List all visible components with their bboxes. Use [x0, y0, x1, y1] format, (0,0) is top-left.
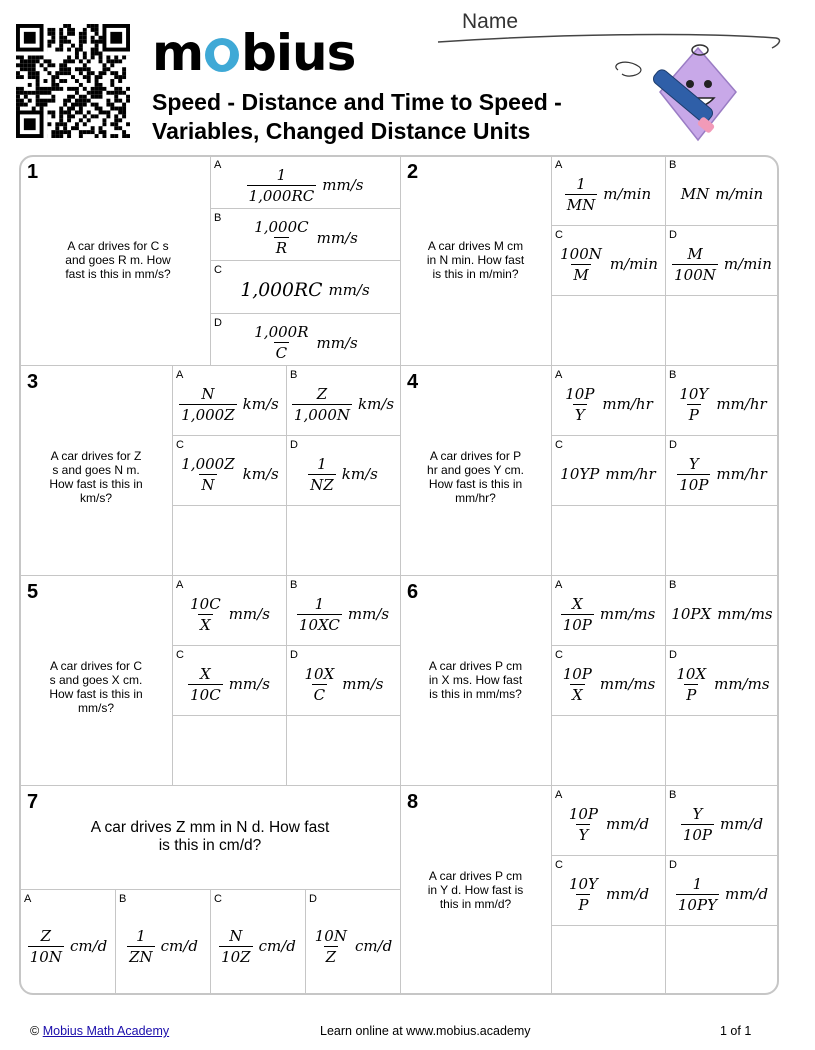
denominator: 100N [674, 265, 716, 284]
answer-unit: mm/d [606, 815, 650, 833]
answer-fraction [179, 455, 236, 494]
option-letter: B [669, 789, 677, 801]
answer-fraction [188, 595, 223, 634]
answer-option-a[interactable] [553, 165, 663, 223]
numerator: 1,000R [254, 323, 309, 342]
answer-option-d[interactable] [667, 655, 777, 713]
answer-option-b[interactable] [288, 375, 398, 433]
option-letter: A [555, 369, 563, 381]
grid-line [286, 365, 287, 575]
answer-fraction [252, 323, 310, 362]
answer-expression: MN [680, 185, 710, 203]
option-letter: A [24, 893, 32, 905]
answer-option-c[interactable] [553, 655, 663, 713]
grid-line [115, 889, 116, 995]
grid-line [551, 155, 552, 365]
grid-line [551, 925, 779, 926]
numerator: 10P [565, 384, 595, 403]
question-number: 2 [407, 161, 419, 183]
answer-option-d[interactable] [667, 445, 777, 503]
denominator: R [275, 239, 288, 258]
answer-unit: m/min [603, 185, 652, 203]
answer-unit: km/s [242, 395, 279, 413]
question-text: A car drives P cm in X ms. How fast is this in mm/ms? [428, 659, 523, 701]
title-line-2: Variables, Changed Distance Units [152, 118, 531, 144]
grid-line [665, 155, 666, 365]
option-letter: A [555, 579, 563, 591]
option-letter: A [555, 789, 563, 801]
answer-expression: 10YP [560, 465, 600, 483]
question-number: 7 [27, 791, 39, 813]
option-letter: B [214, 211, 222, 224]
grid-line [305, 889, 306, 995]
grid-line [551, 645, 779, 646]
option-letter: C [555, 439, 563, 451]
numerator: 1 [576, 174, 586, 193]
denominator: 10XC [298, 615, 340, 634]
option-letter: C [214, 264, 222, 276]
grid-line [172, 645, 400, 646]
answer-unit: mm/hr [716, 395, 767, 413]
denominator: 10P [679, 475, 709, 494]
grid-line [551, 435, 779, 436]
answer-fraction [308, 455, 336, 494]
answer-fraction [561, 595, 594, 634]
answer-unit: m/min [723, 255, 772, 273]
answer-unit: mm/s [316, 228, 358, 247]
answer-fraction [677, 385, 710, 424]
answer-unit: mm/ms [714, 675, 770, 693]
grid-line [551, 575, 552, 785]
answer-fraction [303, 665, 337, 704]
question-number: 1 [27, 161, 39, 183]
question-text: A car drives for P hr and goes Y cm. How fast is this in mm/hr? [427, 449, 524, 505]
grid-line [210, 208, 400, 209]
question-text: A car drives Z mm in N d. How fast is this in cm/d? [90, 819, 330, 854]
grid-line [172, 575, 173, 785]
grid-line [172, 715, 400, 716]
answer-unit: mm/s [316, 333, 358, 352]
answer-option-b[interactable] [117, 899, 208, 993]
answer-fraction [252, 218, 310, 257]
option-letter: A [176, 369, 184, 381]
answer-unit: mm/d [605, 885, 650, 903]
grid-line [210, 260, 400, 261]
numerator: 1,000Z [181, 454, 235, 473]
answer-unit: km/s [242, 465, 279, 483]
option-letter: D [290, 649, 298, 661]
answer-option-d[interactable] [667, 865, 777, 923]
denominator: X [571, 685, 583, 704]
denominator: C [313, 685, 326, 704]
denominator: 1,000RC [248, 186, 315, 205]
answer-option-b[interactable] [667, 165, 777, 223]
denominator: Y [578, 825, 589, 844]
denominator: 10Z [221, 947, 251, 966]
answer-option-c[interactable] [553, 235, 663, 293]
answer-option-c[interactable] [212, 270, 398, 311]
answer-option-d[interactable] [307, 899, 398, 993]
denominator: Z [325, 947, 337, 966]
numerator: 10P [568, 804, 599, 823]
numerator: Z [316, 384, 328, 403]
option-letter: A [214, 159, 222, 171]
answer-fraction [561, 665, 594, 704]
answer-option-d[interactable] [667, 235, 777, 293]
denominator: 10P [682, 825, 713, 844]
question-number: 3 [27, 371, 39, 393]
option-letter: B [119, 893, 127, 905]
denominator: ZN [129, 947, 153, 966]
denominator: M [573, 265, 589, 284]
answer-unit: mm/s [347, 605, 390, 623]
answer-unit: km/s [341, 465, 378, 483]
answer-fraction [28, 927, 64, 966]
answer-option-a[interactable] [174, 585, 284, 643]
answer-fraction [297, 595, 342, 634]
option-letter: C [555, 229, 563, 241]
answer-unit: m/min [715, 185, 764, 203]
denominator: X [200, 615, 211, 634]
numerator: X [571, 594, 583, 613]
answer-option-d[interactable] [288, 655, 398, 713]
question-text: A car drives for C s and goes X cm. How fast is this in mm/s? [49, 659, 143, 715]
answer-option-b[interactable] [667, 795, 777, 853]
answer-expression: 1,000RC [240, 279, 323, 301]
numerator: 1 [314, 594, 325, 613]
question-text: A car drives for Z s and goes N m. How fast is this in km/s? [49, 449, 143, 505]
answer-unit: mm/ms [599, 605, 656, 623]
denominator: P [686, 685, 697, 704]
denominator: 10PY [677, 895, 717, 914]
grid-line [551, 295, 779, 296]
answer-unit: mm/hr [716, 465, 767, 483]
title-line-1: Speed - Distance and Time to Speed - [152, 89, 562, 115]
answer-option-a[interactable] [553, 375, 663, 433]
answer-fraction [292, 385, 352, 424]
denominator: 10C [190, 685, 221, 704]
answer-option-d[interactable] [212, 323, 398, 364]
denominator: C [275, 344, 288, 363]
option-letter: A [555, 159, 563, 171]
answer-unit: cm/d [160, 937, 198, 955]
grid-line [210, 889, 211, 995]
answer-unit: mm/s [328, 281, 370, 300]
option-letter: D [309, 893, 317, 905]
numerator: 10C [190, 594, 221, 613]
answer-unit: m/min [609, 255, 658, 273]
answer-fraction [567, 805, 600, 844]
option-letter: B [290, 369, 298, 381]
question-number: 4 [407, 371, 419, 393]
numerator: N [229, 926, 243, 945]
answer-option-c[interactable] [553, 865, 663, 923]
numerator: X [200, 664, 211, 683]
answer-fraction [563, 385, 596, 424]
denominator: 1,000N [293, 405, 350, 424]
numerator: 1,000C [254, 218, 309, 237]
grid-line [665, 365, 666, 575]
numerator: 1 [276, 165, 287, 184]
answer-fraction [179, 385, 236, 424]
logo-text-right: bius [241, 24, 356, 82]
answer-unit: mm/s [342, 675, 384, 693]
option-letter: D [214, 316, 222, 329]
answer-fraction [219, 927, 253, 966]
answer-fraction [565, 175, 597, 214]
answer-expression: 10PX [671, 605, 712, 623]
grid-line [665, 785, 666, 995]
option-letter: B [669, 159, 677, 171]
numerator: M [687, 244, 703, 263]
answer-fraction [672, 245, 718, 284]
numerator: 10X [676, 664, 707, 683]
answer-option-c[interactable] [174, 655, 284, 713]
denominator: 10N [29, 947, 62, 966]
answer-unit: mm/ms [599, 675, 656, 693]
numerator: Y [688, 454, 699, 473]
option-letter: D [669, 649, 677, 661]
grid-line [286, 575, 287, 785]
option-letter: D [669, 439, 677, 451]
denominator: NZ [310, 475, 334, 494]
answer-option-a[interactable] [212, 165, 398, 206]
answer-option-c[interactable] [174, 445, 284, 503]
answer-option-b[interactable] [212, 218, 398, 259]
option-letter: A [176, 579, 184, 591]
numerator: 10Y [568, 874, 598, 893]
option-letter: B [290, 579, 298, 591]
option-letter: B [669, 579, 677, 591]
answer-fraction [567, 875, 600, 914]
denominator: P [688, 405, 699, 424]
option-letter: C [214, 893, 222, 905]
option-letter: C [555, 859, 563, 871]
numerator: Z [40, 926, 52, 945]
denominator: P [578, 895, 589, 914]
answer-unit: mm/ms [717, 605, 773, 623]
grid-line [210, 313, 400, 314]
question-text: A car drives M cm in N min. How fast is this in m/min? [426, 239, 525, 281]
answer-fraction [677, 455, 710, 494]
option-letter: D [290, 439, 298, 451]
answer-fraction [313, 927, 349, 966]
grid-line [172, 435, 400, 436]
option-letter: D [669, 859, 677, 871]
numerator: 10Y [679, 384, 709, 403]
answer-fraction [247, 166, 317, 205]
answer-option-a[interactable] [174, 375, 284, 433]
denominator: Y [574, 405, 585, 424]
answer-fraction [188, 665, 223, 704]
answer-fraction [681, 805, 714, 844]
answer-unit: mm/d [724, 885, 769, 903]
option-letter: D [669, 229, 677, 241]
option-letter: C [176, 649, 184, 661]
option-letter: C [176, 439, 184, 451]
grid-line [551, 855, 779, 856]
question-text: A car drives for C s and goes R m. How fast is this in mm/s? [65, 239, 171, 281]
answer-option-a[interactable] [22, 899, 113, 993]
answer-unit: mm/d [720, 815, 764, 833]
grid-line [551, 785, 552, 995]
denominator: 1,000Z [181, 405, 235, 424]
numerator: 10X [304, 664, 335, 683]
grid-line [551, 505, 779, 506]
answer-fraction [674, 665, 708, 704]
answer-unit: cm/d [354, 937, 393, 955]
numerator: N [201, 384, 215, 403]
copyright-symbol: © [30, 1024, 40, 1038]
answer-option-b[interactable] [667, 585, 777, 643]
denominator: MN [566, 195, 596, 214]
question-text: A car drives P cm in Y d. How fast is this in mm/d? [427, 869, 524, 911]
numerator: Y [692, 804, 703, 823]
answer-unit: mm/s [228, 675, 270, 693]
numerator: 10N [314, 926, 347, 945]
question-number: 6 [407, 581, 419, 603]
answer-fraction [676, 875, 719, 914]
grid-line [172, 365, 173, 575]
numerator: 10P [562, 664, 592, 683]
answer-option-c[interactable] [212, 899, 303, 993]
mobius-academy-link[interactable]: Mobius Math Academy [42, 1024, 170, 1038]
footer-learn-online: Learn online at www.mobius.academy [320, 1024, 531, 1038]
answer-option-c[interactable] [553, 445, 663, 503]
answer-unit: mm/s [322, 176, 364, 195]
answer-unit: mm/s [228, 605, 270, 623]
grid-line [551, 715, 779, 716]
denominator: N [201, 475, 215, 494]
grid-line [172, 505, 400, 506]
option-letter: B [669, 369, 677, 381]
name-label: Name [462, 10, 519, 33]
grid-line [551, 225, 779, 226]
numerator: 100N [560, 244, 602, 263]
question-number: 8 [407, 791, 419, 813]
answer-unit: km/s [358, 395, 395, 413]
answer-fraction [558, 245, 604, 284]
answer-unit: cm/d [69, 937, 108, 955]
numerator: 1 [317, 454, 327, 473]
answer-option-a[interactable] [553, 585, 663, 643]
question-number: 5 [27, 581, 39, 603]
denominator: 10P [562, 615, 592, 634]
answer-unit: mm/hr [605, 465, 656, 483]
answer-option-b[interactable] [288, 585, 398, 643]
answer-unit: mm/hr [602, 395, 653, 413]
grid-line [551, 365, 552, 575]
option-letter: C [555, 649, 563, 661]
logo-text-left: m [152, 24, 204, 82]
numerator: 1 [692, 874, 703, 893]
footer-page-number: 1 of 1 [720, 1024, 752, 1038]
footer-copyright [30, 1024, 169, 1038]
grid-line [665, 575, 666, 785]
answer-option-d[interactable] [288, 445, 398, 503]
answer-fraction [127, 927, 155, 966]
answer-option-a[interactable] [553, 795, 663, 853]
numerator: 1 [136, 926, 146, 945]
answer-unit: cm/d [258, 937, 296, 955]
answer-option-b[interactable] [667, 375, 777, 433]
